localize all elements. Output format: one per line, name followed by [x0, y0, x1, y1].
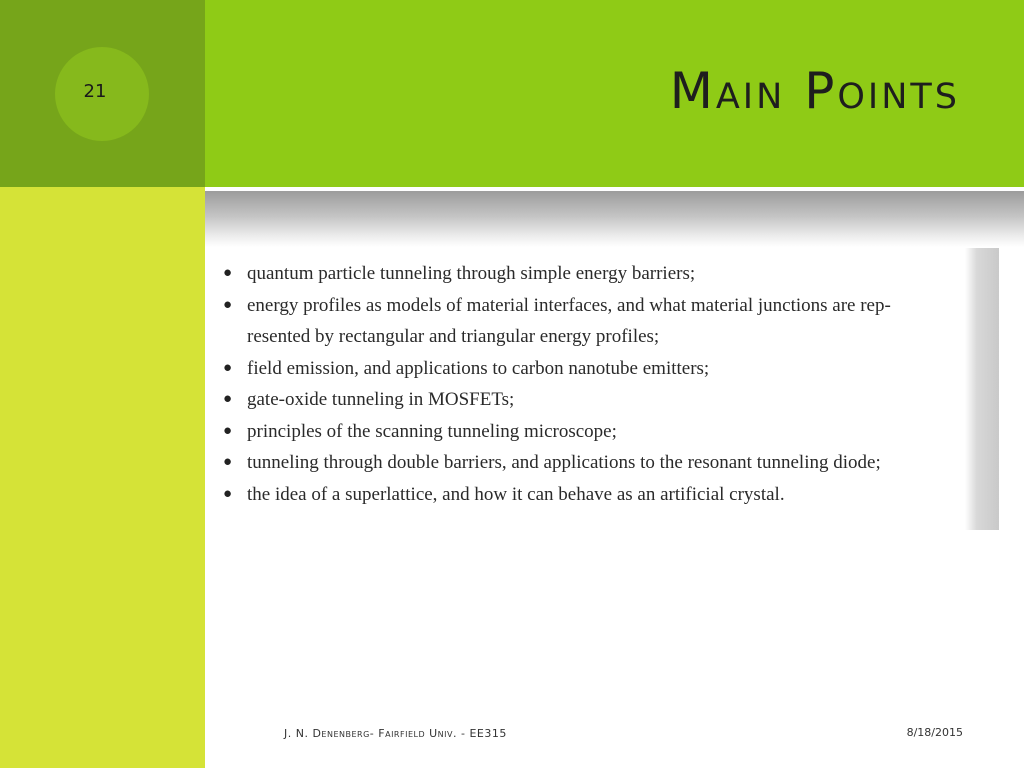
slide-number: 21	[83, 80, 107, 102]
footer-author: J. N. Denenberg- Fairfield Univ. - EE315	[284, 727, 507, 740]
list-item	[220, 384, 999, 416]
list-item-text: field emission, and applications to carbon nanotube emitters;	[247, 357, 710, 379]
list-item-text: quantum particle tunneling through simple energy barriers;	[247, 263, 696, 284]
bullet-icon: ●	[223, 422, 233, 439]
slide-number-badge	[55, 47, 149, 141]
list-item	[220, 447, 999, 479]
slide-title: Main Points	[669, 62, 960, 120]
list-item	[220, 416, 999, 448]
bullet-icon: ●	[223, 359, 233, 376]
footer-date: 8/18/2015	[906, 726, 963, 739]
list-item	[220, 353, 999, 385]
bullet-icon: ●	[223, 265, 233, 281]
list-item	[220, 258, 999, 290]
list-item-text-continued: resented by rectangular and triangular energy profiles;	[247, 326, 660, 347]
scan-shadow-edge	[965, 248, 999, 530]
list-item-text: the idea of a superlattice, and how it can behave as an artificial crystal.	[247, 483, 785, 505]
list-item	[220, 290, 999, 353]
bullet-icon: ●	[223, 296, 233, 313]
list-item-text: tunneling through double barriers, and applications to the resonant tunneling diode;	[247, 452, 881, 473]
bullet-icon: ●	[223, 485, 233, 502]
sidebar-bottom-panel	[0, 187, 205, 768]
list-item	[220, 479, 999, 511]
list-item-text: principles of the scanning tunneling microscope;	[247, 420, 617, 442]
list-item-text: energy profiles as models of material interfaces, and what material junctions are rep-	[247, 294, 891, 316]
bullet-icon: ●	[223, 454, 233, 470]
scanned-text-image	[214, 248, 999, 530]
bullet-list	[220, 258, 999, 510]
bullet-icon: ●	[223, 391, 233, 407]
header-shadow-band	[205, 191, 1024, 247]
list-item-text: gate-oxide tunneling in MOSFETs;	[247, 389, 515, 410]
